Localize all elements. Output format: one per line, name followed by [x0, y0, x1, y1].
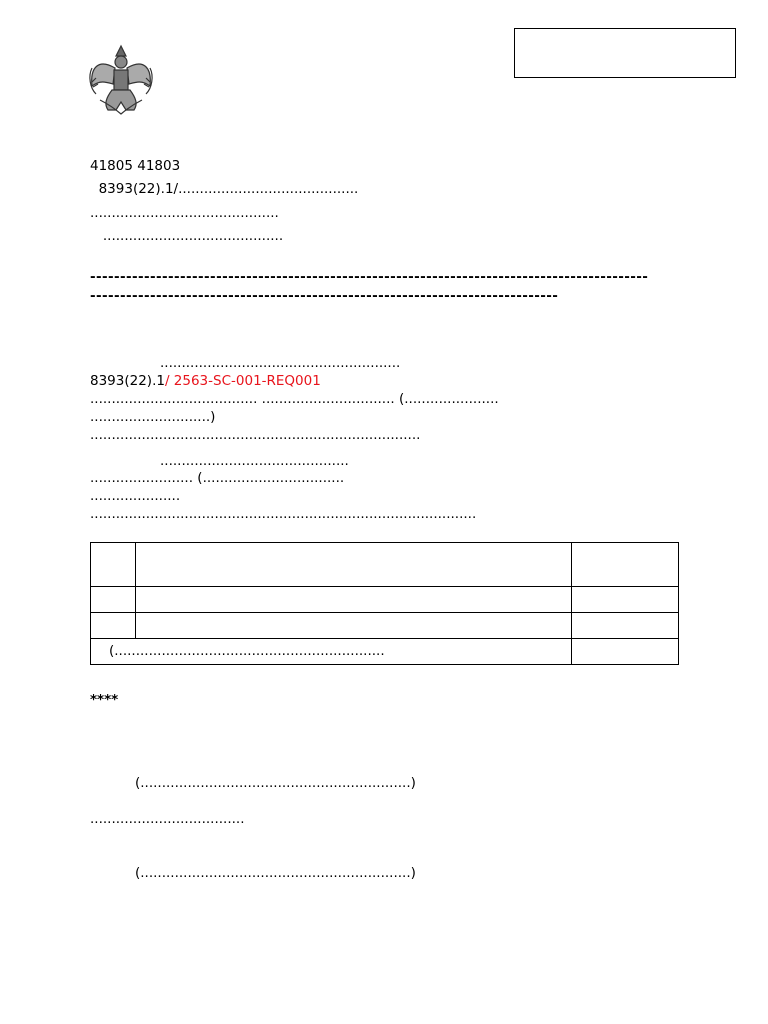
table-cell	[572, 613, 679, 639]
table-row	[91, 587, 679, 613]
table-cell	[91, 613, 136, 639]
date-line-fill: ....................................	[90, 811, 245, 827]
table-row	[91, 613, 679, 639]
ref-line	[90, 180, 358, 198]
para1-fill: .............................................................................	[90, 427, 421, 443]
para1-line-4	[90, 408, 215, 426]
para2-fill: .....................	[90, 488, 181, 504]
from-line-2	[90, 157, 180, 175]
para2-line-4	[90, 505, 485, 523]
para2-fill: ...........................	[90, 506, 206, 522]
para2-fill: ........................	[90, 470, 193, 486]
phone-number-1: 41805	[90, 158, 133, 174]
para2-fill: ...................	[205, 506, 288, 522]
para1-fill: (......................	[398, 391, 499, 407]
phone-number-2: 41803	[137, 158, 181, 174]
para2-line-1	[160, 452, 349, 470]
para2-fill: ............................................	[287, 506, 477, 522]
subject-line	[90, 227, 283, 245]
table-cell	[91, 587, 136, 613]
para1-line-3	[90, 390, 499, 408]
total-amount-cell	[572, 639, 679, 665]
column-header-amount	[572, 543, 679, 587]
note-line-1	[90, 691, 118, 709]
para1-line-5	[90, 426, 420, 444]
para1-fill: ........................................................	[160, 355, 401, 371]
para1-fill: ............................)	[90, 409, 216, 425]
signature-2-fill: (...............................................................)	[135, 865, 416, 881]
items-table	[90, 542, 679, 665]
para2-fill: ............................................	[160, 453, 349, 469]
separator-line-1: ---------------------------------------------------------------------------------------------	[90, 269, 649, 285]
para1-fill: .......................................	[90, 391, 258, 407]
table-header-row	[91, 543, 679, 587]
table-cell	[136, 587, 572, 613]
total-label: (...............................................................	[109, 643, 385, 659]
ref-number: 8393(22).1/..........................................	[98, 181, 359, 197]
notice-box	[514, 28, 736, 78]
request-code: / 2563-SC-001-REQ001	[164, 373, 321, 389]
para1-line-1	[160, 354, 400, 372]
note-text: **	[90, 692, 105, 708]
signature-1-fill: (...............................................................)	[135, 775, 416, 791]
table-cell	[572, 587, 679, 613]
separator-line-2: ------------------------------------------------------------------------------	[90, 288, 559, 304]
total-label-cell	[91, 639, 572, 665]
subject-text: ..........................................	[102, 228, 284, 244]
table-cell	[136, 613, 572, 639]
para2-line-3	[90, 487, 180, 505]
para2-line-2	[90, 469, 344, 487]
para2-fill: (.................................	[197, 470, 345, 486]
para1-text: 8393(22).1	[90, 373, 165, 389]
para1-fill: ...............................	[261, 391, 395, 407]
column-header-description	[136, 543, 572, 587]
note-text: **	[104, 692, 119, 708]
table-total-row	[91, 639, 679, 665]
para1-line-2	[90, 372, 321, 390]
garuda-emblem	[86, 38, 156, 116]
date-fill: ............................................	[90, 205, 279, 221]
date-line	[90, 810, 245, 828]
column-header-number	[91, 543, 136, 587]
